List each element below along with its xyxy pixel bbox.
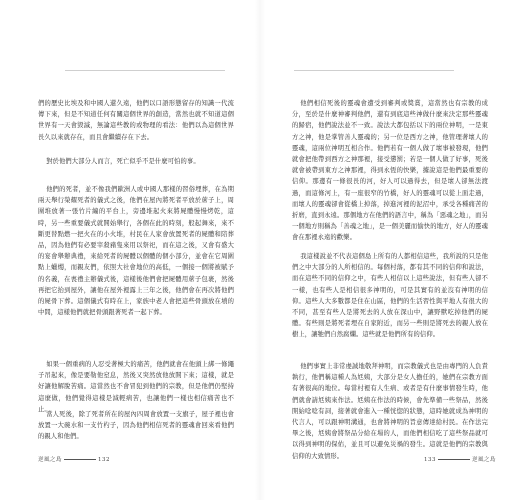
- page-number: 132: [98, 457, 111, 463]
- header-rule: [294, 70, 454, 71]
- running-title: 逆風之島: [38, 457, 63, 463]
- page-footer: [424, 455, 496, 463]
- paragraph: 對於他們大部分人而言，死亡似乎不是什麼可怕的事。: [46, 158, 200, 165]
- footer-dash: [438, 459, 470, 460]
- paragraph: 他們相信死後的靈魂會遭受到審判或獎賞，這當然也有宗教的成分，至於是什麼神審判他們，還有到底這些神做什麼來決定那些靈魂的歸宿，他們說法並不一致。說法大都包括以下的兩位神明，一是東方之神，他是掌管善人靈魂的；另一位是西方之神，他管理著壞人的靈魂，這兩位神明互相合作。他們若有一個人做了壞事被發現，他們就會把他帶到西方之神那裡，接受懲罰；若是一個人做了好事，死後就會被帶到東方之神那裡，得到永恆的快樂，據說這是他們最重要的信仰。那邊有一條很長的河，好人可以過得去，但是壞人卻無法渡過，而這條河上，有一座很窄的竹橋，好人的靈魂可以從上面走過，而壞人的靈魂卻會從橋上掉落，掉進河裡的泥沼中，承受各種痛苦的折磨，直到永遠。那個地方在他們的語言中，稱為「惡魂之地」，而另一個地方則稱為「善魂之地」，是一個美麗而愉快的地方，好人的靈魂會在那裡永遠的歡樂。: [292, 100, 488, 242]
- paragraph: 他們事實上非常虔誠地敬拜神明，而宗教儀式也是由專門的人負責執行，他們稱這種人為尪姨，大部分是女人擔任的，她們在宗教方面有著很高的地位。每當村裡有人生病、或者是有什麼事情發生時，他們就會請尪姨來作法。尪姨在作法的時候，會先準備一些祭品，然後開始唸唸有詞，接著就會進入一種恍惚的狀態，這時她就成為神明的代言人，可以跟神明溝通，也會將神明的旨意傳達給村民。在作法完畢之後，尪姨會將祭品分給在場的人，而他們相信吃了這些祭品就可以得到神明的保佑，並且可以避免災禍的發生。這就是他們的宗教與信仰的大致情形。: [292, 363, 488, 460]
- footer-dash: [64, 459, 96, 460]
- paragraph: 我這樣說並不代表這個島上所有的人都相信這些，我所說的只是他們之中大部分的人所相信的。每個村落，都有其不同的信仰和說法，而在這些不同的信仰之中，有些人相信以上這些說法，但有些人卻不一樣，也有些人是相信很多神明的，可是其實有的並沒有神明的信仰。這些人大多數都是住在山區，他們的生活習性與平地人有很大的不同，甚至有些人是將死去的人放在深山中，讓野獸吃掉他們的屍體。有些則是將死者埋在自家附近，而另一些則是將死去的親人放在樹上，讓牠們自然腐爛。這些就是他們所有的信仰。: [292, 253, 488, 339]
- left-page: [10, 0, 260, 500]
- paragraph: 他們的死者，並不像我們歐洲人或中國人那樣的習俗埋葬，在為期兩天舉行榮耀死者的儀式之後，他們在屋內將死者平放於蓆子上，周圍堆放著一張竹片編的平台上，旁邊堆起火來將屍體慢慢烤乾，這時，另一些重要儀式就開始舉行，各個在此的時刻，般起舞來，來不斷更替點燃一把火在的小火堆，村民在人家會放置死者的屍體和陪葬品，因為他們有必要宰殺豬隻來用以祭祀，而在這之後，又會有盛大的宴會舉辦典禮，來給死者的屍體以個體的個小部分，並會在它周圍點上蠟燭，而親友們，依照大社會地位的高低，一個接一個將被賦予的名義，在喪禮主辦儀式後，這樣後他們會把屍體用蓆子包裹，然後再把它抬到屋外，讓他在屋外裡露上三年之後，他們會在再次將他們的屍骨下葬。這個儀式有時在上，家族中老人會把這些骨頭放在墳的中間，這樣他們就把骨頭跟著死者一起下葬。: [38, 186, 234, 317]
- paragraph: 們的歷史比埃及和中國人還久遠，他們以口語形態留存的知識一代流傳下來，但是不知道任何有關這個世界的創造，當然也就不知道這個世界有一天會毀滅，無論這些教的或物理的看法：他們以為這個世界長久以來就存在，而且會繼續存在下去。: [38, 100, 234, 141]
- right-page: [262, 0, 512, 500]
- paragraph: 如果一個重病的人忍受著極大的痛苦，他們就會在他頭上綁一條繩子吊起來，像是要勒他窒息，然後又突然放他放開下來；這樣，就是好讓他解脫苦痛。這當然也不會冒犯到他們的宗教，但是他們仍堅持這麼做，他們覺得這樣是減輕病苦，也讓他們一樣也相信痛苦也不止。: [38, 361, 234, 413]
- paragraph: 當人死後，除了死者所在的屋內四周會放置一支旗子，屋子裡也會放置一大碗水和一支竹杓子，因為他們相信死者的靈魂會回來看他們的親人和他們。: [38, 411, 234, 441]
- page-footer: [38, 455, 110, 463]
- page-number: 133: [424, 457, 436, 463]
- header-rule: [65, 70, 225, 71]
- running-title: 逆風之島: [472, 457, 497, 463]
